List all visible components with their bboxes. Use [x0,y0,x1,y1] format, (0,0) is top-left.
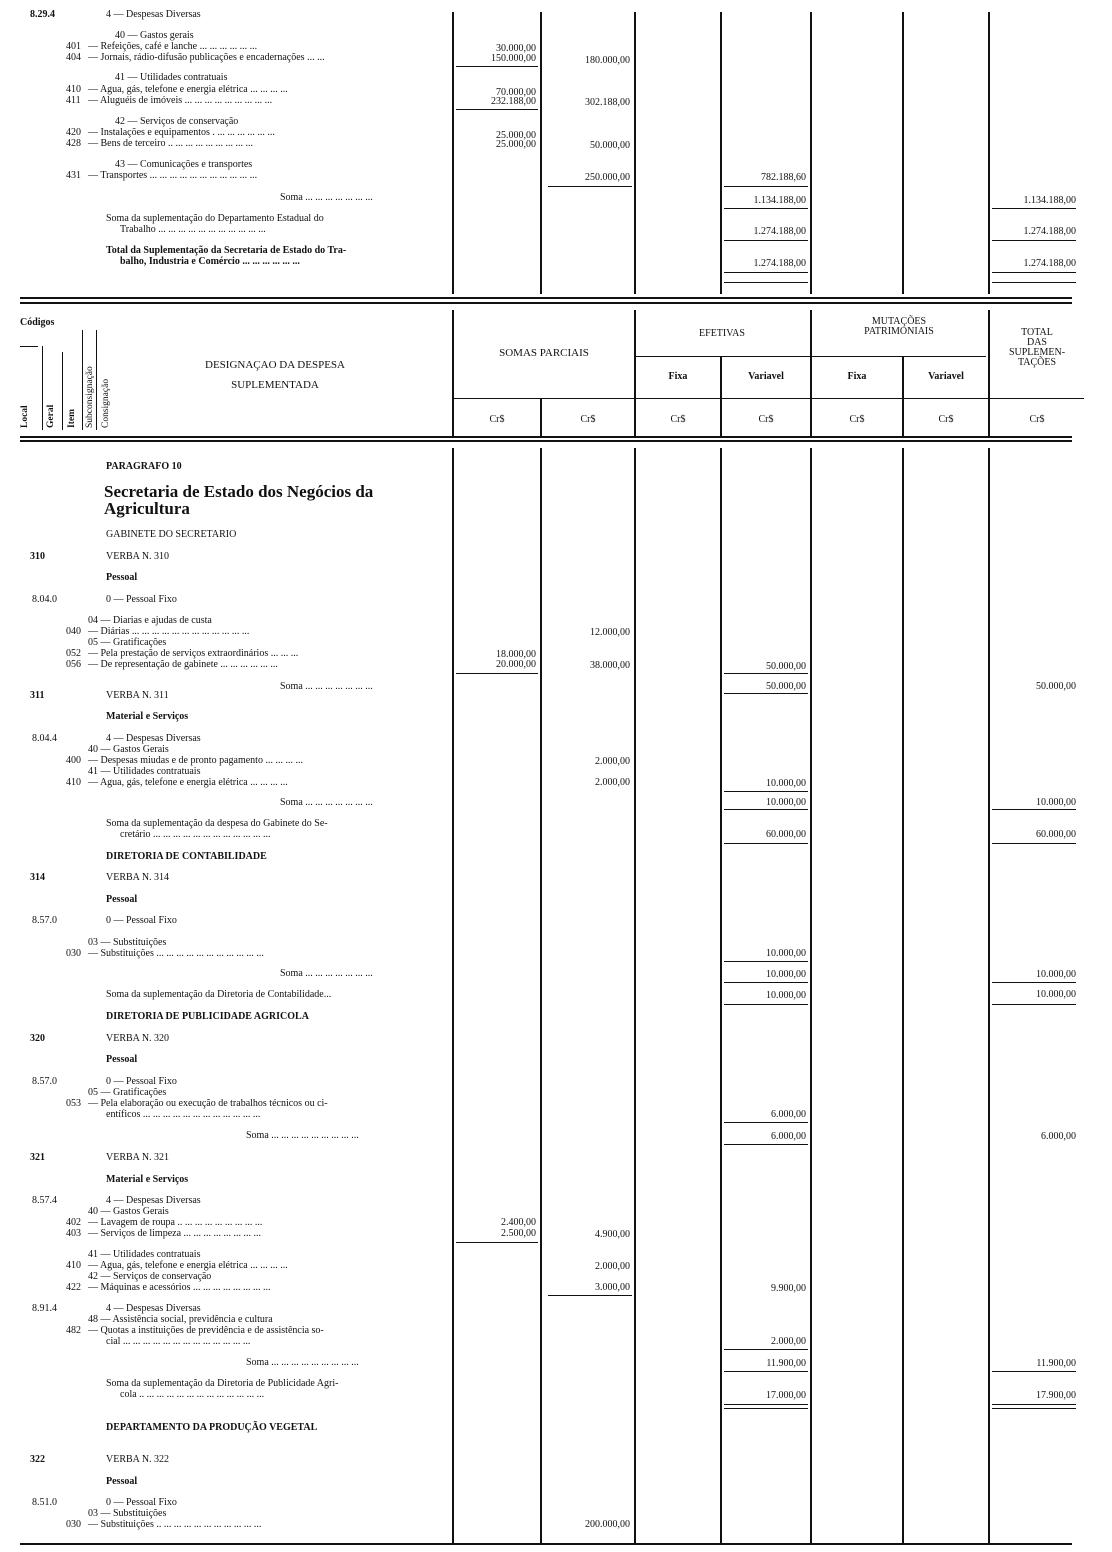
row-text: 04 — Diarias e ajudas de custa [88,615,212,626]
row-code: 8.29.4 [30,9,55,20]
designacao-header: DESIGNAÇAO DA DESPESA [205,359,345,371]
soma-label: Soma ... ... ... ... ... ... ... [280,192,373,203]
publicidade-sum-label: Soma da suplementação da Diretoria de Publicidade Agri- [106,1378,339,1389]
column-rule [62,352,63,430]
soma-label: Soma ... ... ... ... ... ... ... [280,968,373,979]
row-text: 0 — Pessoal Fixo [106,1076,177,1087]
paragrafo-heading: PARAGRAFO 10 [106,461,182,472]
row-text: 05 — Gratificações [88,1087,167,1098]
partial-sum: 3.000,00 [595,1282,630,1293]
verba-heading: VERBA N. 314 [106,872,170,883]
variavel-header: Variavel [928,371,964,382]
rule [724,240,808,241]
partial-sum: 2.400,00 [501,1217,536,1228]
partial-sum: 50.000,00 [590,140,630,151]
row-code: 8.57.4 [32,1195,57,1206]
verba-heading: VERBA N. 311 [106,690,169,701]
rule [992,843,1076,844]
soma-label: Soma ... ... ... ... ... ... ... [280,681,373,692]
total-amount: 10.000,00 [1036,969,1076,980]
total-header: TAÇÕES [1017,357,1057,368]
total-header: SUPLEMEN- [1008,347,1066,358]
row-text: — Agua, gás, telefone e energia elétrica ... ... ... ... [88,1260,288,1271]
row-text: 4 — Despesas Diversas [106,733,201,744]
subconsignacao-header: Subconsignação [85,366,95,428]
row-text: — Despesas miudas e de pronto pagamento ... ... ... ... [88,755,303,766]
row-text: — Aluguéis de imóveis ... ... ... ... ... ... ... ... ... [88,95,273,106]
rule [992,1404,1076,1405]
verba-code: 320 [30,1033,45,1044]
total-amount: 1.134.188,00 [1023,195,1076,206]
rule [724,1004,808,1005]
rule [454,398,1084,399]
rule [724,791,808,792]
section-separator [20,1543,1072,1545]
verba-code: 321 [30,1152,45,1163]
row-text: — Instalações e equipamentos . ... ... ... ... ... ... [88,127,275,138]
row-text: 42 — Serviços de conservação [88,1271,212,1282]
variable-amount: 17.000,00 [766,1390,806,1401]
secretaria-heading: Secretaria de Estado dos Negócios da [104,482,374,501]
column-rule [82,330,83,430]
row-text: — Quotas a instituições de previdência e de assistência so- [88,1325,324,1336]
somas-parciais-header: SOMAS PARCIAIS [499,347,589,359]
total-amount: 11.900,00 [1036,1358,1076,1369]
currency-header: Cr$ [938,414,954,425]
section-heading: DIRETORIA DE CONTABILIDADE [106,851,267,862]
rule [724,1122,808,1123]
rule [992,1004,1076,1005]
partial-sum: 12.000,00 [590,627,630,638]
row-text: — Transportes ... ... ... ... ... ... ... ... ... ... ... [88,170,258,181]
section-heading: DIRETORIA DE PUBLICIDADE AGRICOLA [106,1011,309,1022]
row-text: cial ... ... ... ... ... ... ... ... ... ... ... ... ... [106,1336,251,1347]
verba-code: 310 [30,551,45,562]
rule [724,1371,808,1372]
row-text: 0 — Pessoal Fixo [106,594,177,605]
rule [724,1404,808,1405]
contabilidade-sum-label: Soma da suplementação da Diretoria de Contabilidade... [106,989,332,1000]
efetivas-header: EFETIVAS [699,328,745,339]
variable-amount: 10.000,00 [766,969,806,980]
variable-amount: 1.274.188,00 [753,226,806,237]
rule [724,208,808,209]
item-header: Item [67,409,77,428]
currency-header: Cr$ [670,414,686,425]
row-code: 030 [66,948,81,959]
row-code: 402 [66,1217,81,1228]
currency-header: Cr$ [580,414,596,425]
rule [548,1295,632,1296]
category-heading: Material e Serviços [106,711,189,722]
variable-amount: 11.900,00 [766,1358,806,1369]
column-rule [540,12,542,294]
dept-sum-label: Trabalho ... ... ... ... ... ... ... ... ... ... ... [120,224,266,235]
variable-amount: 60.000,00 [766,829,806,840]
rule [724,186,808,187]
rule [456,1242,538,1243]
row-text: 05 — Gratificações [88,637,167,648]
total-amount: 10.000,00 [1036,797,1076,808]
variable-amount: 9.900,00 [771,1283,806,1294]
column-rule [988,448,990,1543]
row-text: 4 — Despesas Diversas [106,1303,201,1314]
variable-amount: 6.000,00 [771,1131,806,1142]
row-code: 431 [66,170,81,181]
row-text: 43 — Comunicações e transportes [115,159,253,170]
fixa-header: Fixa [847,371,867,382]
rule [992,809,1076,810]
partial-sum: 2.000,00 [595,756,630,767]
variable-amount: 10.000,00 [766,778,806,789]
row-text: — Máquinas e acessórios ... ... ... ... ... ... ... ... [88,1282,271,1293]
verba-code: 311 [30,690,45,701]
row-text: — Agua, gás, telefone e energia elétrica ... ... ... ... [88,84,288,95]
row-text: — Pela elaboração ou execução de trabalhos técnicos ou ci- [88,1098,328,1109]
row-text: — De representação de gabinete ... ... ... ... ... ... [88,659,278,670]
local-header: Local [20,405,30,428]
variable-amount: 2.000,00 [771,1336,806,1347]
rule [992,282,1076,283]
row-code: 410 [66,1260,81,1271]
partial-sum: 25.000,00 [496,139,536,150]
category-heading: Pessoal [106,1476,138,1487]
row-code: 8.51.0 [32,1497,57,1508]
row-text: entíficos ... ... ... ... ... ... ... ... ... ... ... ... [106,1109,261,1120]
row-code: 8.57.0 [32,1076,57,1087]
partial-sum: 20.000,00 [496,659,536,670]
row-text: 4 — Despesas Diversas [106,1195,201,1206]
partial-sum: 2.500,00 [501,1228,536,1239]
currency-header: Cr$ [1029,414,1045,425]
section-separator [20,440,1072,442]
column-rule [810,448,812,1543]
verba-code: 314 [30,872,45,883]
column-rule [902,448,904,1543]
partial-sum: 30.000,00 [496,43,536,54]
rule [724,1144,808,1145]
soma-label: Soma ... ... ... ... ... ... ... ... ... [246,1130,359,1141]
column-rule [810,12,812,294]
row-code: 422 [66,1282,81,1293]
rule [724,272,808,273]
row-code: 410 [66,84,81,95]
currency-header: Cr$ [489,414,505,425]
row-code: 8.57.0 [32,915,57,926]
variable-amount: 50.000,00 [766,661,806,672]
column-rule [540,448,542,1543]
category-heading: Pessoal [106,894,138,905]
row-code: 056 [66,659,81,670]
category-heading: Pessoal [106,572,138,583]
rule [724,843,808,844]
publicidade-sum-label: cola .. ... ... ... ... ... ... ... ... ... ... ... ... [120,1389,265,1400]
variable-amount: 6.000,00 [771,1109,806,1120]
column-rule [634,12,636,294]
row-code: 030 [66,1519,81,1530]
currency-header: Cr$ [758,414,774,425]
rule [992,1408,1076,1409]
total-amount: 10.000,00 [1036,989,1076,1000]
variable-amount: 10.000,00 [766,990,806,1001]
fixa-header: Fixa [668,371,688,382]
row-code: 410 [66,777,81,788]
row-code: 420 [66,127,81,138]
row-code: 8.91.4 [32,1303,57,1314]
designacao-header: SUPLEMENTADA [231,379,319,391]
rule [20,346,38,347]
row-code: 401 [66,41,81,52]
rule [992,982,1076,983]
partial-sum: 4.900,00 [595,1229,630,1240]
partial-sum: 180.000,00 [585,55,630,66]
rule [456,673,538,674]
partial-sum: 18.000,00 [496,649,536,660]
total-header: TOTAL [1021,327,1053,338]
total-amount: 50.000,00 [1036,681,1076,692]
column-rule [720,448,722,1543]
row-text: — Diárias ... ... ... ... ... ... ... ... ... ... ... ... [88,626,250,637]
rule [992,240,1076,241]
total-amount: 1.274.188,00 [1023,258,1076,269]
verba-heading: VERBA N. 321 [106,1152,170,1163]
row-text: — Refeições, café e lanche ... ... ... ... ... ... [88,41,258,52]
rule [456,109,538,110]
soma-label: Soma ... ... ... ... ... ... ... ... ... [246,1357,359,1368]
verba-heading: VERBA N. 322 [106,1454,170,1465]
row-code: 482 [66,1325,81,1336]
rule [724,693,808,694]
dept-sum-label: Soma da suplementação do Departamento Estadual do [106,213,324,224]
row-text: 40 — Gastos gerais [115,30,194,41]
row-text: — Agua, gás, telefone e energia elétrica ... ... ... ... [88,777,288,788]
rule [456,66,538,67]
rule [992,1371,1076,1372]
row-code: 053 [66,1098,81,1109]
rule [992,272,1076,273]
currency-header: Cr$ [849,414,865,425]
variable-amount: 1.134.188,00 [753,195,806,206]
row-text: 03 — Substituições [88,1508,167,1519]
column-rule [42,346,43,430]
partial-sum: 2.000,00 [595,777,630,788]
secretaria-total-label: balho, Industria e Comércio ... ... ... ... ... ... [120,256,300,267]
total-amount: 6.000,00 [1041,1131,1076,1142]
variable-amount: 1.274.188,00 [753,258,806,269]
row-text: 03 — Substituições [88,937,167,948]
row-code: 052 [66,648,81,659]
row-text: 40 — Gastos Gerais [88,1206,169,1217]
total-amount: 1.274.188,00 [1023,226,1076,237]
partial-sum: 38.000,00 [590,660,630,671]
total-amount: 17.900,00 [1036,1390,1076,1401]
secretaria-total-label: Total da Suplementação da Secretaria de Estado do Tra- [106,245,347,256]
soma-label: Soma ... ... ... ... ... ... ... [280,797,373,808]
partial-sum: 2.000,00 [595,1261,630,1272]
column-rule [96,330,97,430]
column-rule [988,12,990,294]
row-code: 8.04.0 [32,594,57,605]
column-rule [902,12,904,294]
row-text: 0 — Pessoal Fixo [106,1497,177,1508]
rule [548,186,632,187]
row-code: 428 [66,138,81,149]
row-text: — Jornais, rádio-difusão publicações e encadernações ... ... [88,52,325,63]
section-separator [20,302,1072,304]
category-heading: Material e Serviços [106,1174,189,1185]
partial-sum: 232.188,00 [491,96,536,107]
row-code: 8.04.4 [32,733,57,744]
verba-code: 322 [30,1454,45,1465]
mutacoes-header: PATRIMONIAIS [864,326,934,337]
rule [992,208,1076,209]
partial-sum: 150.000,00 [491,53,536,64]
geral-header: Geral [46,404,56,428]
row-text: — Substituições .. ... ... ... ... ... ... ... ... ... ... [88,1519,262,1530]
total-amount: 60.000,00 [1036,829,1076,840]
variavel-header: Variavel [748,371,784,382]
row-text: 42 — Serviços de conservação [115,116,239,127]
partial-sum: 250.000,00 [585,172,630,183]
secretaria-heading: Agricultura [104,499,190,518]
section-separator [20,436,1072,438]
row-text: 4 — Despesas Diversas [106,9,201,20]
verba-heading: VERBA N. 320 [106,1033,170,1044]
column-rule [634,448,636,1543]
variable-amount: 10.000,00 [766,948,806,959]
row-code: 040 [66,626,81,637]
rule [724,673,808,674]
category-heading: Pessoal [106,1054,138,1065]
total-header: DAS [1026,337,1047,348]
column-rule [452,12,454,294]
partial-sum: 302.188,00 [585,97,630,108]
rule [724,961,808,962]
row-code: 411 [66,95,81,106]
rule [724,282,808,283]
row-text: — Substituições ... ... ... ... ... ... ... ... ... ... ... [88,948,264,959]
row-text: 40 — Gastos Gerais [88,744,169,755]
section-heading: GABINETE DO SECRETARIO [106,529,237,540]
row-text: — Serviços de limpeza ... ... ... ... ... ... ... ... [88,1228,262,1239]
row-code: 403 [66,1228,81,1239]
rule [724,982,808,983]
rule [724,809,808,810]
gabinete-sum-label: cretário ... ... ... ... ... ... ... ... ... ... ... ... [120,829,271,840]
row-text: 0 — Pessoal Fixo [106,915,177,926]
row-text: — Pela prestação de serviços extraordinários ... ... ... [88,648,299,659]
row-text: — Lavagem de roupa .. ... ... ... ... ... ... ... ... [88,1217,263,1228]
partial-sum: 25.000,00 [496,130,536,141]
row-text: 41 — Utilidades contratuais [115,72,228,83]
section-heading: DEPARTAMENTO DA PRODUÇÃO VEGETAL [106,1422,318,1433]
row-text: — Bens de terceiro .. ... ... ... ... ... ... ... ... [88,138,253,149]
partial-sum: 70.000,00 [496,87,536,98]
column-rule [452,448,454,1543]
variable-amount: 10.000,00 [766,797,806,808]
rule [636,356,986,357]
row-code: 400 [66,755,81,766]
rule [724,1349,808,1350]
row-text: 41 — Utilidades contratuais [88,766,201,777]
variable-amount: 50.000,00 [766,681,806,692]
consignacao-header: Consignação [101,378,111,428]
variable-amount: 782.188,60 [761,172,806,183]
section-separator [20,297,1072,299]
verba-heading: VERBA N. 310 [106,551,170,562]
gabinete-sum-label: Soma da suplementação da despesa do Gabinete do Se- [106,818,328,829]
mutacoes-header: MUTAÇÕES [871,316,927,327]
row-code: 404 [66,52,81,63]
column-rule [720,12,722,294]
codigos-header: Códigos [20,317,55,328]
row-text: 41 — Utilidades contratuais [88,1249,201,1260]
partial-sum: 200.000,00 [585,1519,630,1530]
rule [724,1408,808,1409]
row-text: 48 — Assistência social, previdência e cultura [88,1314,273,1325]
